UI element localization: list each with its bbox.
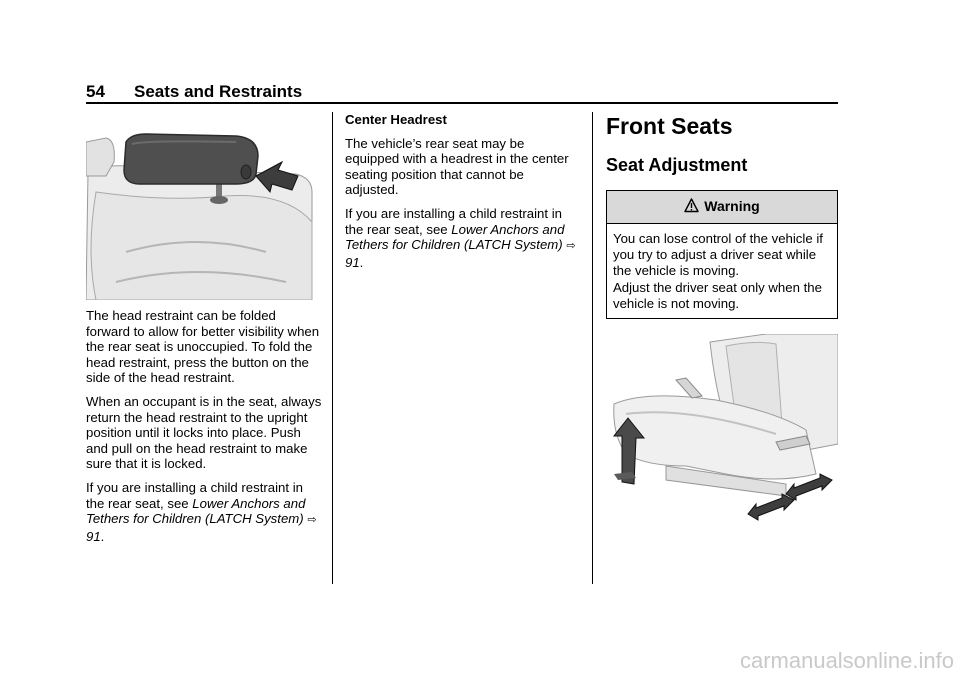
period: . <box>359 254 364 270</box>
period: . <box>100 528 105 544</box>
center-headrest-heading: Center Headrest <box>345 112 447 127</box>
warning-box <box>606 190 838 319</box>
column-divider-right <box>592 112 593 584</box>
page-header <box>86 82 838 104</box>
page-reference[interactable]: 91 <box>86 528 101 544</box>
head-restraint-illustration <box>86 132 313 305</box>
middle-column <box>345 112 581 278</box>
page-reference[interactable]: 91 <box>345 254 360 270</box>
warning-triangle-icon <box>684 198 699 217</box>
latch-link[interactable]: Lower Anchors and Tethers for Children (LATCH System) <box>86 495 306 527</box>
warning-title-bar <box>607 191 837 224</box>
front-seats-heading: Front Seats <box>606 113 733 139</box>
header-rule <box>86 102 838 104</box>
paragraph: The vehicle’s rear seat may be equipped with a headrest in the center seating position that cannot be adjusted. <box>345 135 569 198</box>
watermark: carmanualsonline.info <box>739 648 954 673</box>
warning-text: Adjust the driver seat only when the vehicle is not moving. <box>613 279 822 311</box>
section-title: Seats and Restraints <box>134 82 303 101</box>
warning-body <box>607 224 837 318</box>
xref-arrow-icon: ⇨ <box>307 514 317 527</box>
right-column <box>606 112 838 319</box>
left-column <box>86 308 322 552</box>
page-number: 54 <box>86 82 105 101</box>
paragraph-xref <box>345 206 581 270</box>
xref-arrow-icon: ⇨ <box>566 240 576 253</box>
warning-title: Warning <box>704 198 760 215</box>
seat-adjustment-illustration <box>606 334 838 527</box>
paragraph-text: If you are installing a child restraint in the rear seat, see <box>86 479 303 511</box>
seat-adjustment-heading: Seat Adjustment <box>606 155 748 175</box>
warning-text: You can lose control of the vehicle if you try to adjust a driver seat while the vehicle is moving. <box>613 231 823 279</box>
paragraph-text: If you are installing a child restraint in the rear seat, see <box>345 205 562 237</box>
paragraph: When an occupant is in the seat, always return the head restraint to the upright position until it locks into place. Push and pull on the head restraint to make sure that it is locked. <box>86 393 322 472</box>
latch-link[interactable]: Lower Anchors and Tethers for Children (LATCH System) <box>345 221 565 253</box>
paragraph-xref <box>86 480 322 544</box>
paragraph: The head restraint can be folded forward to allow for better visibility when the rear seat is unoccupied. To fold the head restraint, press the button on the side of the head restraint. <box>86 308 320 386</box>
column-divider-left <box>332 112 333 584</box>
